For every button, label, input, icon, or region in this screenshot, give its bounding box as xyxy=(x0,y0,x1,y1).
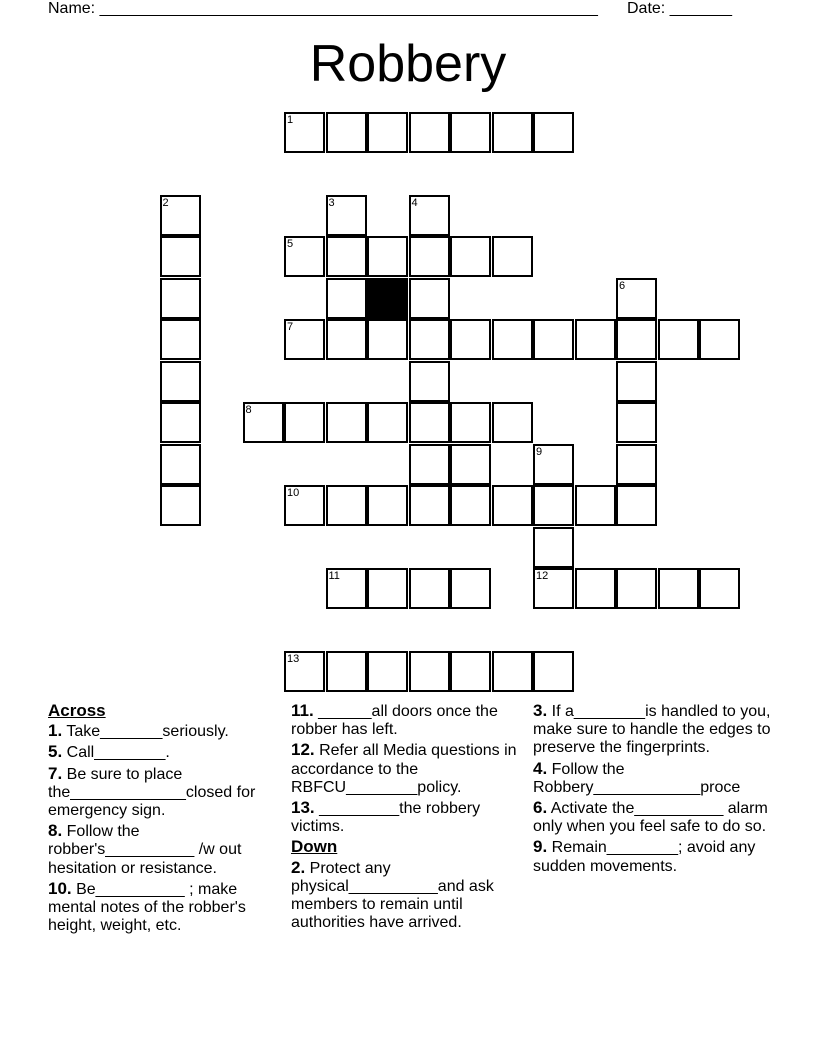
grid-cell[interactable] xyxy=(450,112,491,153)
grid-cell[interactable] xyxy=(409,361,450,402)
grid-cell[interactable] xyxy=(284,319,325,360)
clue-number: 2 xyxy=(162,196,169,209)
grid-cell[interactable] xyxy=(326,112,367,153)
grid-cell[interactable] xyxy=(450,651,491,692)
clue-across-12: 12. Refer all Media questions in accordance to the RBFCU________policy. xyxy=(291,740,517,796)
clues-column-1 xyxy=(48,702,284,937)
clues-column-2 xyxy=(291,702,527,934)
clue-down-4: 4. Follow the Robbery____________proce xyxy=(533,758,741,796)
grid-cell[interactable] xyxy=(450,319,491,360)
grid-cell[interactable] xyxy=(533,319,574,360)
clue-across-10: 10. Be__________ ; make mental notes of the robber's height, weight, etc. xyxy=(48,878,246,935)
down-heading: Down xyxy=(291,837,338,857)
grid-cell[interactable] xyxy=(284,485,325,526)
clue-number: 3 xyxy=(328,196,335,209)
clue-down-2: 2. Protect any physical__________and ask members to remain until authorities have arrived. xyxy=(291,857,494,932)
clue-down-9: 9. Remain________; avoid any sudden movements. xyxy=(533,837,756,875)
grid-cell[interactable] xyxy=(409,195,450,236)
grid-cell[interactable] xyxy=(326,195,367,236)
grid-cell[interactable] xyxy=(160,236,201,277)
grid-cell[interactable] xyxy=(492,319,533,360)
grid-cell[interactable] xyxy=(450,444,491,485)
clue-number: 8 xyxy=(245,404,252,416)
grid-cell[interactable] xyxy=(533,651,574,692)
grid-cell[interactable] xyxy=(699,319,740,360)
grid-cell[interactable] xyxy=(616,361,657,402)
grid-cell[interactable] xyxy=(284,236,325,277)
grid-cell[interactable] xyxy=(533,444,574,485)
grid-cell[interactable] xyxy=(616,568,657,609)
grid-cell[interactable] xyxy=(533,485,574,526)
clue-number: 13 xyxy=(287,653,300,665)
grid-cell[interactable] xyxy=(409,651,450,692)
clue-number: 5 xyxy=(287,238,294,250)
grid-cell[interactable] xyxy=(450,485,491,526)
grid-cell[interactable] xyxy=(160,444,201,485)
grid-cell[interactable] xyxy=(243,402,284,443)
black-cell xyxy=(367,278,408,319)
grid-cell[interactable] xyxy=(409,278,450,319)
grid-cell[interactable] xyxy=(367,236,408,277)
clue-number: 7 xyxy=(287,321,294,333)
grid-cell[interactable] xyxy=(450,568,491,609)
grid-cell[interactable] xyxy=(367,485,408,526)
clue-number: 10 xyxy=(287,487,300,499)
clue-number: 1 xyxy=(287,113,294,126)
grid-cell[interactable] xyxy=(616,278,657,319)
grid-cell[interactable] xyxy=(699,568,740,609)
grid-cell[interactable] xyxy=(326,278,367,319)
grid-cell[interactable] xyxy=(658,568,699,609)
grid-cell[interactable] xyxy=(326,485,367,526)
grid-cell[interactable] xyxy=(367,568,408,609)
grid-cell[interactable] xyxy=(492,485,533,526)
grid-cell[interactable] xyxy=(450,236,491,277)
grid-cell[interactable] xyxy=(409,568,450,609)
grid-cell[interactable] xyxy=(409,319,450,360)
grid-cell[interactable] xyxy=(367,651,408,692)
grid-cell[interactable] xyxy=(409,236,450,277)
clue-down-3: 3. If a________is handled to you, make sure to handle the edges to preserve the fingerprints. xyxy=(533,701,771,757)
clue-number: 12 xyxy=(536,570,549,582)
grid-cell[interactable] xyxy=(326,236,367,277)
grid-cell[interactable] xyxy=(160,485,201,526)
grid-cell[interactable] xyxy=(160,319,201,360)
grid-cell[interactable] xyxy=(533,527,574,568)
grid-cell[interactable] xyxy=(533,112,574,153)
clue-across-1: 1. Take_______seriously. xyxy=(48,721,229,741)
grid-cell[interactable] xyxy=(326,651,367,692)
grid-cell[interactable] xyxy=(492,112,533,153)
clue-down-6: 6. Activate the__________ alarm only when you feel safe to do so. xyxy=(533,798,768,836)
clues-column-3 xyxy=(533,702,773,878)
grid-cell[interactable] xyxy=(616,402,657,443)
grid-cell[interactable] xyxy=(616,444,657,485)
across-heading: Across xyxy=(48,701,106,720)
grid-cell[interactable] xyxy=(160,402,201,443)
grid-cell[interactable] xyxy=(409,402,450,443)
grid-cell[interactable] xyxy=(284,112,325,153)
grid-cell[interactable] xyxy=(575,485,616,526)
grid-cell[interactable] xyxy=(450,402,491,443)
grid-cell[interactable] xyxy=(492,402,533,443)
grid-cell[interactable] xyxy=(616,319,657,360)
grid-cell[interactable] xyxy=(409,444,450,485)
grid-cell[interactable] xyxy=(616,485,657,526)
grid-cell[interactable] xyxy=(575,319,616,360)
grid-cell[interactable] xyxy=(575,568,616,609)
grid-cell[interactable] xyxy=(367,112,408,153)
grid-cell[interactable] xyxy=(533,568,574,609)
grid-cell[interactable] xyxy=(326,568,367,609)
date-field-label: Date: _______ xyxy=(627,0,732,17)
clue-across-13: 13. _________the robbery victims. xyxy=(291,798,481,836)
grid-cell[interactable] xyxy=(409,112,450,153)
clue-number: 9 xyxy=(536,445,543,458)
page-title: Robbery xyxy=(309,35,507,93)
clue-across-11: 11. ______all doors once the robber has left. xyxy=(291,701,498,739)
grid-cell[interactable] xyxy=(284,402,325,443)
grid-cell[interactable] xyxy=(492,236,533,277)
clue-across-5: 5. Call________. xyxy=(48,742,170,762)
grid-cell[interactable] xyxy=(326,319,367,360)
grid-cell[interactable] xyxy=(160,195,201,236)
grid-cell[interactable] xyxy=(367,402,408,443)
grid-cell[interactable] xyxy=(367,319,408,360)
grid-cell[interactable] xyxy=(284,651,325,692)
clue-number: 11 xyxy=(328,570,340,582)
grid-cell[interactable] xyxy=(326,402,367,443)
grid-cell[interactable] xyxy=(160,278,201,319)
grid-cell[interactable] xyxy=(658,319,699,360)
clue-across-8: 8. Follow the robber's__________ /w out hesitation or resistance. xyxy=(48,821,242,877)
grid-cell[interactable] xyxy=(409,485,450,526)
clue-number: 6 xyxy=(619,279,626,292)
clue-across-7: 7. Be sure to place the_____________closed for emergency sign. xyxy=(48,763,256,820)
grid-cell[interactable] xyxy=(160,361,201,402)
clue-number: 4 xyxy=(411,196,418,209)
name-field-label: Name: ________________________________________________________ xyxy=(48,0,598,17)
grid-cell[interactable] xyxy=(492,651,533,692)
